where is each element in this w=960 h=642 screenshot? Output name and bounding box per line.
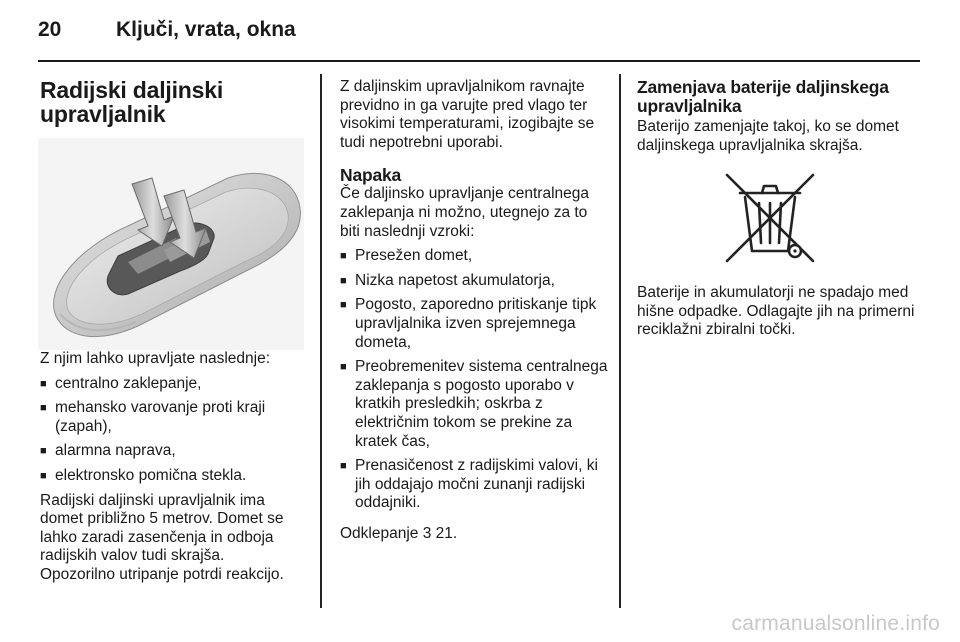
disposal-paragraph: Baterije in akumulatorji ne spadajo med hišne odpadke. Odlagajte jih na primerni reciklažni zbiralni točki.	[637, 284, 915, 339]
list-item: ■ Presežen domet,	[340, 247, 608, 266]
column-divider	[619, 74, 621, 608]
fault-causes-list	[340, 247, 608, 513]
reference-text: Odklepanje	[340, 524, 419, 542]
remote-key-illustration	[38, 138, 304, 350]
reference-arrow: 3	[422, 524, 432, 542]
remote-key-icon	[38, 138, 304, 350]
care-paragraph: Z daljinskim upravljalnikom ravnajte previdno in ga varujte pred vlago ter visokimi temperaturami, izogibajte se tudi nepotrebni uporabi.	[340, 78, 595, 151]
page-number: 20	[38, 18, 62, 41]
list-item: ■ Preobremenitev sistema centralnega zaklepanja s pogosto uporabo v kratkih presledkih; oskrba z električnim tokom se prekine za kratek čas,	[340, 358, 608, 451]
watermark: carmanualsonline.info	[731, 612, 940, 635]
column-1	[40, 78, 308, 585]
header-rule	[38, 60, 920, 62]
fault-heading: Napaka	[340, 165, 402, 186]
battery-heading: Zamenjava baterije daljinskega upravljalnika	[637, 77, 889, 116]
section-heading-remote: Radijski daljinski upravljalnik	[40, 77, 224, 127]
feature-list	[40, 375, 308, 486]
list-item: ■ Pogosto, zaporedno pritiskanje tipk upravljalnika izven sprejemnega dometa,	[340, 296, 608, 352]
recycle-bin-icon	[715, 165, 825, 270]
battery-paragraph: Baterijo zamenjajte takoj, ko se domet daljinskega upravljalnika skrajša.	[637, 118, 899, 154]
column-divider	[320, 74, 322, 608]
list-item: ■ alarmna naprava,	[40, 442, 308, 461]
intro-text: Z njim lahko upravljate naslednje:	[40, 350, 271, 367]
list-item: ■ Prenasičenost z radijskimi valovi, ki jih oddajajo močni zunanji radijski oddajniki.	[340, 457, 608, 513]
fault-intro: Če daljinsko upravljanje centralnega zaklepanja ni možno, utegnejo za to biti naslednji vzroki:	[340, 185, 590, 240]
list-item: ■ mehansko varovanje proti kraji (zapah),	[40, 399, 308, 436]
list-item: ■ centralno zaklepanje,	[40, 375, 308, 394]
page-header	[0, 0, 960, 62]
list-item: ■ elektronsko pomična stekla.	[40, 467, 308, 486]
cross-reference	[340, 525, 608, 544]
list-item: ■ Nizka napetost akumulatorja,	[340, 272, 608, 291]
crossed-out-bin-icon	[715, 165, 825, 270]
range-paragraph: Radijski daljinski upravljalnik ima domet približno 5 metrov. Domet se lahko zaradi zasenčenja in odboja radijskih valov tudi skrajša.	[40, 491, 284, 565]
confirmation-paragraph: Opozorilno utripanje potrdi reakcijo.	[40, 565, 284, 583]
column-3	[637, 78, 922, 340]
running-title: Ključi, vrata, okna	[116, 18, 296, 41]
column-2	[340, 78, 608, 543]
reference-page-link[interactable]: 21.	[435, 524, 458, 542]
